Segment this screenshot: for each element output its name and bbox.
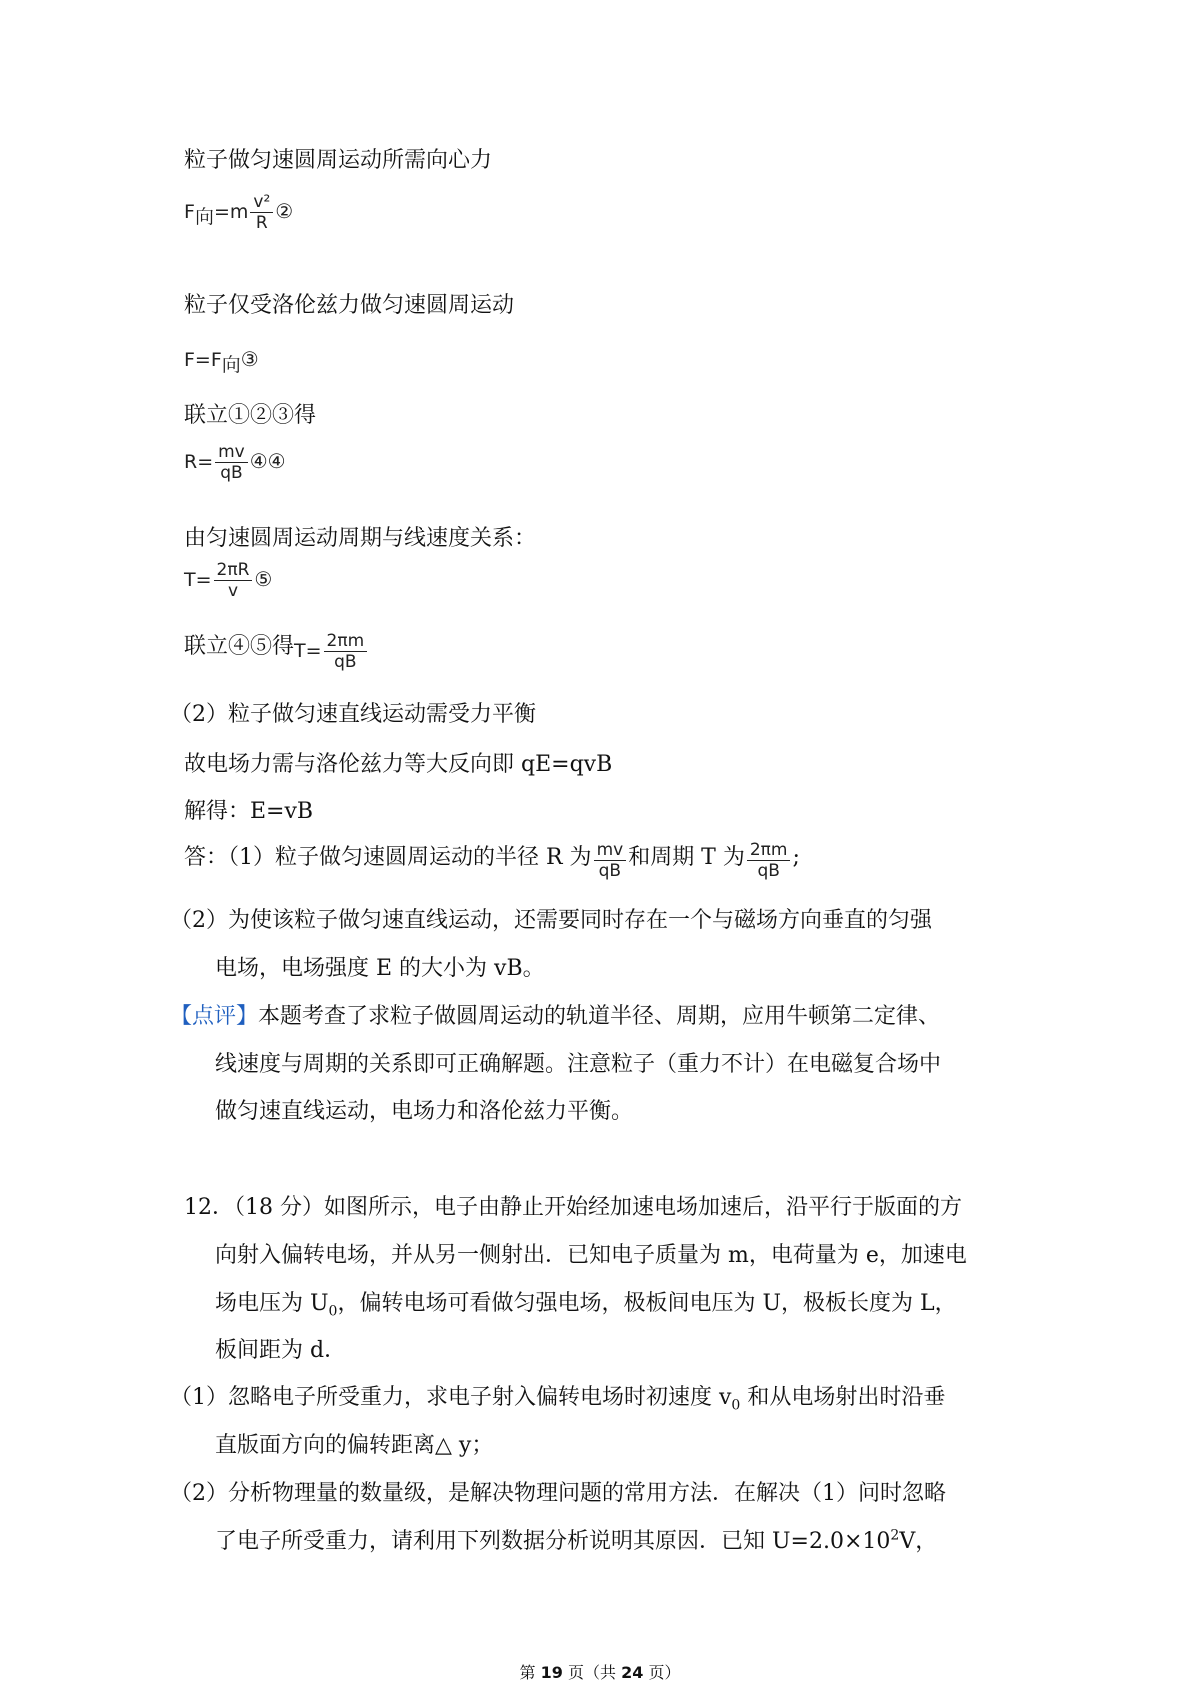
question-line: 12．（18 分）如图所示，电子由静止开始经加速电场加速后，沿平行于版面的方 bbox=[184, 1195, 962, 1220]
page-number: 19 bbox=[540, 1663, 563, 1682]
text-line: 做匀速直线运动，电场力和洛伦兹力平衡。 bbox=[215, 1099, 634, 1124]
text-line: （2）粒子做匀速直线运动需受力平衡 bbox=[170, 702, 536, 727]
text-line: 由匀速圆周运动周期与线速度关系： bbox=[184, 526, 537, 551]
text-line: 解得：E=vB bbox=[184, 799, 314, 824]
text-line: 联立①②③得 bbox=[184, 403, 317, 428]
question-line: （1）忽略电子所受重力，求电子射入偏转电场时初速度 $v_0$ 和从电场射出时沿垂 bbox=[170, 1385, 946, 1414]
text-line: （2）为使该粒子做匀速直线运动，还需要同时存在一个与磁场方向垂直的匀强 bbox=[170, 908, 932, 933]
equation-force-balance: F=F向③ bbox=[184, 347, 259, 376]
question-line: 场电压为 $U_0$，偏转电场可看做匀强电场，极板间电压为 U，极板长度为 L， bbox=[215, 1291, 957, 1320]
text-line: 粒子仅受洛伦兹力做匀速圆周运动 bbox=[184, 293, 515, 318]
question-line: （2）分析物理量的数量级，是解决物理问题的常用方法．在解决（1）问时忽略 bbox=[170, 1481, 946, 1506]
equation-period-velocity: T= $\frac{2\pi R}{v}$ ⑤ bbox=[184, 560, 273, 601]
page-total: 24 bbox=[621, 1663, 644, 1682]
question-line: 向射入偏转电场，并从另一侧射出．已知电子质量为 m，电荷量为 e，加速电 bbox=[215, 1243, 967, 1268]
page-footer: 第 19 页（共 24 页） bbox=[519, 1663, 681, 1682]
equation-radius: R= $\frac{mv}{qB}$ ④④ bbox=[184, 442, 286, 483]
answer-line: 答：（1）粒子做匀速圆周运动的半径 R 为 $\frac{mv}{qB}$ 和周期 T 为 $\frac{2\pi m}{qB}$ ; bbox=[184, 840, 800, 881]
comment-tag: 【点评】 bbox=[170, 1004, 259, 1029]
equation-centripetal-force: F向=m $\frac{\text{v²}}{R}$ ② bbox=[184, 192, 294, 233]
question-line: 了电子所受重力，请利用下列数据分析说明其原因．已知 $U=2.0\times 10^2V$， bbox=[215, 1527, 938, 1554]
text-line: 线速度与周期的关系即可正确解题。注意粒子（重力不计）在电磁复合场中 bbox=[215, 1052, 942, 1077]
text-line: 粒子做匀速圆周运动所需向心力 bbox=[184, 148, 493, 173]
text-line: 电场，电场强度 E 的大小为 vB。 bbox=[215, 956, 545, 981]
comment-line: 【点评】本题考查了求粒子做圆周运动的轨道半径、周期，应用牛顿第二定律、 bbox=[170, 1004, 941, 1029]
question-line: 板间距为 d． bbox=[215, 1338, 347, 1363]
text-line: 故电场力需与洛伦兹力等大反向即 qE=qvB bbox=[184, 752, 613, 777]
question-line: 直版面方向的偏转距离△ y； bbox=[215, 1433, 494, 1458]
text-line-with-equation: 联立④⑤得T= $\frac{2\pi m}{qB}$ bbox=[184, 627, 369, 668]
